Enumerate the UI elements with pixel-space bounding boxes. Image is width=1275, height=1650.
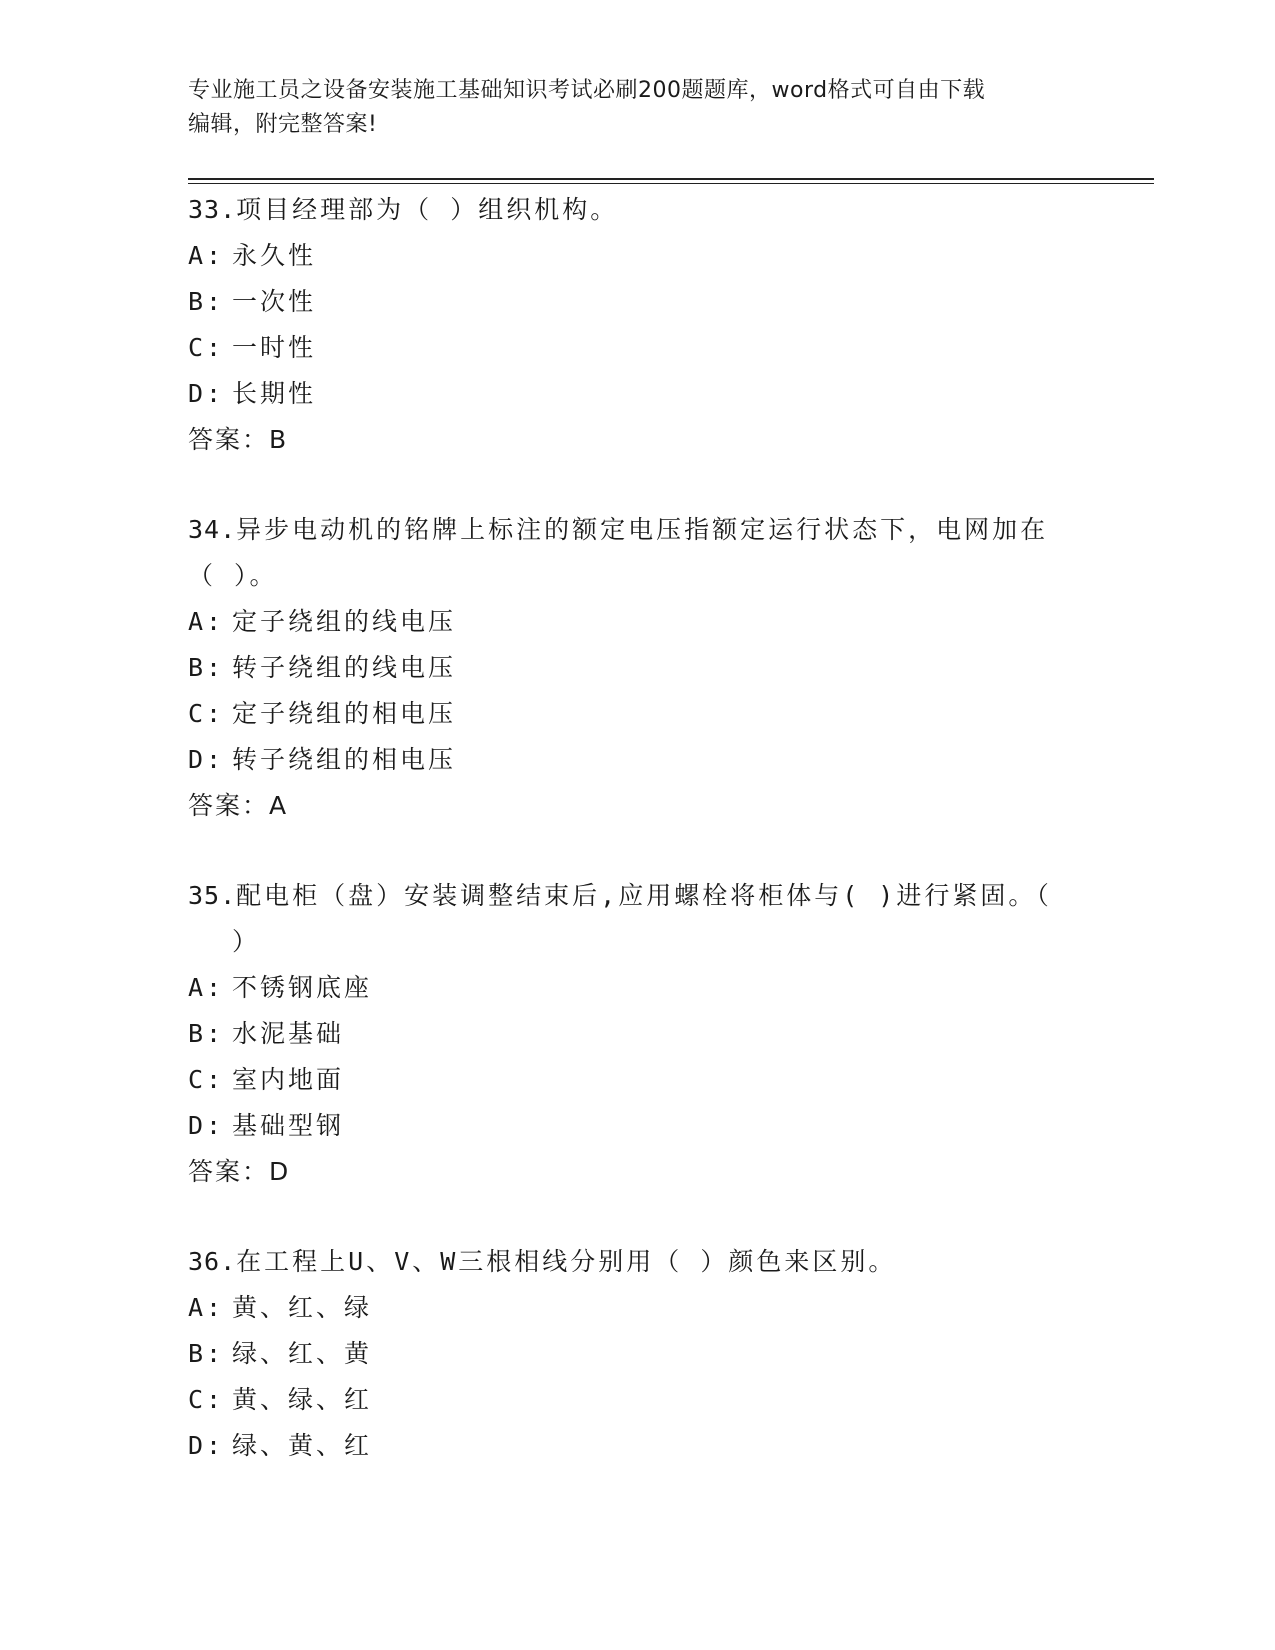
option-text: 一次性 bbox=[232, 287, 317, 316]
option-key: A: bbox=[188, 607, 225, 636]
option-b bbox=[188, 645, 1088, 691]
option-text: 黄、绿、红 bbox=[232, 1385, 373, 1414]
question-number: 36. bbox=[188, 1247, 237, 1276]
answer-line: 答案：B bbox=[188, 425, 289, 454]
option-key: D: bbox=[188, 745, 225, 774]
question-35 bbox=[188, 873, 1088, 1195]
option-text: 一时性 bbox=[232, 333, 317, 362]
header-line-2: 编辑，附完整答案! bbox=[188, 112, 378, 137]
option-text: 绿、黄、红 bbox=[232, 1431, 373, 1460]
answer-line: 答案：A bbox=[188, 791, 289, 820]
option-text: 定子绕组的相电压 bbox=[232, 699, 457, 728]
option-b bbox=[188, 1011, 1088, 1057]
question-text: 异步电动机的铭牌上标注的额定电压指额定运行状态下，电网加在 bbox=[236, 515, 1049, 544]
option-d bbox=[188, 737, 1088, 783]
question-number: 33. bbox=[188, 195, 237, 224]
option-text: 长期性 bbox=[232, 379, 317, 408]
option-key: A: bbox=[188, 1293, 225, 1322]
option-b bbox=[188, 1331, 1088, 1377]
question-text-continued: （ ）。 bbox=[188, 561, 278, 590]
question-stem bbox=[188, 187, 1088, 233]
question-stem bbox=[188, 873, 1088, 919]
question-list bbox=[188, 187, 1088, 1513]
option-text: 转子绕组的相电压 bbox=[232, 745, 457, 774]
option-a bbox=[188, 233, 1088, 279]
question-text: 在工程上U、V、W三根相线分别用（ ）颜色来区别。 bbox=[236, 1247, 897, 1276]
option-text: 绿、红、黄 bbox=[232, 1339, 373, 1368]
question-number: 35. bbox=[188, 881, 237, 910]
option-a bbox=[188, 1285, 1088, 1331]
option-c bbox=[188, 691, 1088, 737]
header-divider-thick bbox=[188, 178, 1154, 180]
option-text: 不锈钢底座 bbox=[232, 973, 373, 1002]
header-line-1: 专业施工员之设备安装施工基础知识考试必刷200题题库，word格式可自由下载 bbox=[188, 78, 986, 103]
option-key: A: bbox=[188, 973, 225, 1002]
option-key: C: bbox=[188, 699, 225, 728]
option-key: B: bbox=[188, 287, 225, 316]
option-key: B: bbox=[188, 1019, 225, 1048]
option-key: B: bbox=[188, 653, 225, 682]
question-33 bbox=[188, 187, 1088, 463]
option-c bbox=[188, 325, 1088, 371]
option-key: C: bbox=[188, 1385, 225, 1414]
option-c bbox=[188, 1377, 1088, 1423]
question-text: 项目经理部为（ ）组织机构。 bbox=[236, 195, 619, 224]
option-d bbox=[188, 1423, 1088, 1469]
question-text-continued bbox=[188, 919, 1088, 965]
question-stem bbox=[188, 507, 1088, 553]
option-text: 室内地面 bbox=[232, 1065, 345, 1094]
option-text: 永久性 bbox=[232, 241, 317, 270]
question-text-tail: ） bbox=[232, 927, 261, 956]
option-d bbox=[188, 1103, 1088, 1149]
question-text: 配电柜（盘）安装调整结束后,应用螺栓将柜体与( )进行紧固。（ bbox=[236, 881, 1052, 910]
option-text: 转子绕组的线电压 bbox=[232, 653, 457, 682]
option-d bbox=[188, 371, 1088, 417]
option-key: D: bbox=[188, 379, 225, 408]
answer-line: 答案：D bbox=[188, 1157, 291, 1186]
question-stem bbox=[188, 1239, 1088, 1285]
question-34 bbox=[188, 507, 1088, 829]
option-b bbox=[188, 279, 1088, 325]
option-text: 基础型钢 bbox=[232, 1111, 345, 1140]
option-a bbox=[188, 965, 1088, 1011]
option-c bbox=[188, 1057, 1088, 1103]
document-header bbox=[188, 74, 1068, 142]
question-36 bbox=[188, 1239, 1088, 1469]
option-key: D: bbox=[188, 1111, 225, 1140]
option-key: A: bbox=[188, 241, 225, 270]
question-number: 34. bbox=[188, 515, 237, 544]
option-key: C: bbox=[188, 1065, 225, 1094]
option-text: 黄、红、绿 bbox=[232, 1293, 373, 1322]
option-text: 定子绕组的线电压 bbox=[232, 607, 457, 636]
option-a bbox=[188, 599, 1088, 645]
header-divider-thin bbox=[188, 183, 1154, 184]
option-text: 水泥基础 bbox=[232, 1019, 345, 1048]
option-key: D: bbox=[188, 1431, 225, 1460]
option-key: C: bbox=[188, 333, 225, 362]
option-key: B: bbox=[188, 1339, 225, 1368]
